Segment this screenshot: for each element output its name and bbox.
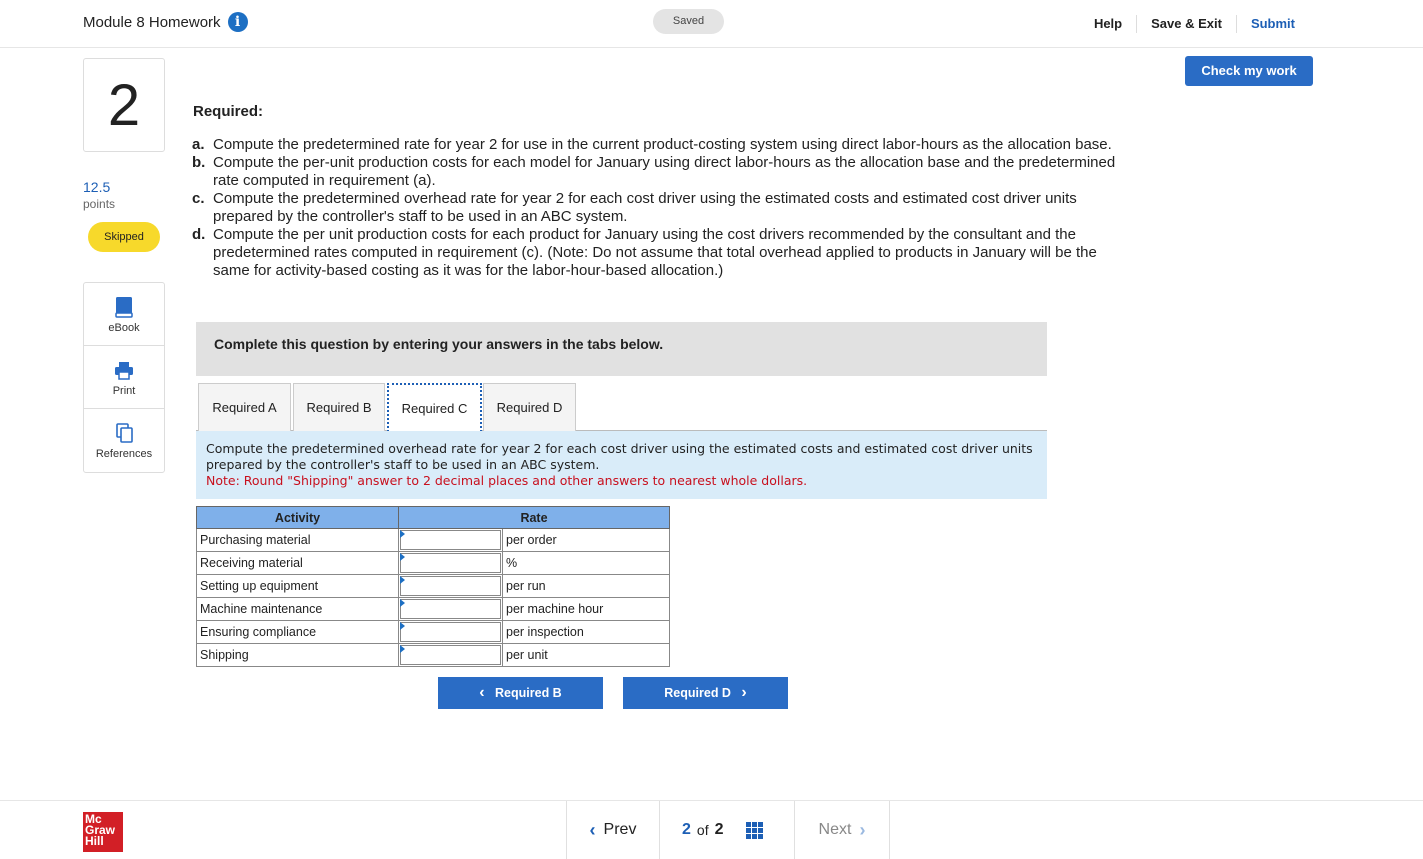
documents-icon <box>114 422 134 444</box>
activity-cell: Shipping <box>197 644 399 667</box>
complete-question-banner: Complete this question by entering your answers in the tabs below. <box>196 322 1047 376</box>
instructions-box <box>196 431 1047 499</box>
top-header <box>0 0 1423 48</box>
cell-marker-icon <box>400 599 405 607</box>
rate-input-cell <box>399 529 503 552</box>
logo-line: Mc <box>85 812 102 826</box>
rate-input[interactable] <box>400 645 501 665</box>
cell-marker-icon <box>400 553 405 561</box>
column-header-rate: Rate <box>399 507 670 529</box>
activity-cell: Setting up equipment <box>197 575 399 598</box>
activity-cell: Purchasing material <box>197 529 399 552</box>
saved-status-badge: Saved <box>653 9 724 34</box>
table-row <box>197 621 670 644</box>
references-button[interactable] <box>84 409 164 472</box>
next-tab-label: Required D <box>664 686 731 700</box>
print-button[interactable] <box>84 346 164 409</box>
requirement-tabs <box>196 382 1047 431</box>
of-label: of <box>696 822 709 838</box>
requirement-letter: c. <box>192 190 205 207</box>
column-header-activity: Activity <box>197 507 399 529</box>
save-exit-link[interactable]: Save & Exit <box>1136 15 1236 33</box>
requirement-item <box>192 154 1137 190</box>
logo-line: Hill <box>85 834 104 848</box>
table-row <box>197 529 670 552</box>
tab-required-d[interactable]: Required D <box>483 383 576 431</box>
current-page-number: 2 <box>682 821 691 838</box>
table-row <box>197 644 670 667</box>
next-question-button[interactable] <box>794 801 890 859</box>
tab-required-a[interactable]: Required A <box>198 383 291 431</box>
print-label: Print <box>112 385 136 397</box>
next-tab-button[interactable] <box>623 677 788 709</box>
next-label: Next <box>818 821 852 838</box>
points-value: 12.5 <box>83 179 111 195</box>
references-label: References <box>95 448 153 460</box>
previous-tab-button[interactable] <box>438 677 603 709</box>
prev-question-button[interactable] <box>566 801 659 859</box>
tab-required-c[interactable]: Required C <box>387 383 482 432</box>
chevron-left-icon: ‹ <box>589 819 596 840</box>
book-icon <box>114 296 134 318</box>
points-label: points <box>83 197 116 211</box>
unit-cell: per machine hour <box>503 598 670 621</box>
table-row <box>197 552 670 575</box>
required-heading: Required: <box>193 103 264 120</box>
table-row <box>197 598 670 621</box>
unit-cell: per unit <box>503 644 670 667</box>
assignment-title-area <box>83 12 248 32</box>
unit-cell: % <box>503 552 670 575</box>
requirement-text: Compute the predetermined overhead rate for year 2 for each cost driver using the estimated costs and estimated cost driver units prepared by the controller's staff to be used in an ABC system. <box>213 190 1077 225</box>
rate-input[interactable] <box>400 553 501 573</box>
activity-cell: Receiving material <box>197 552 399 575</box>
unit-cell: per order <box>503 529 670 552</box>
rate-input[interactable] <box>400 599 501 619</box>
logo-line: Graw <box>85 823 116 837</box>
rate-input[interactable] <box>400 622 501 642</box>
total-pages-number: 2 <box>714 821 724 838</box>
requirement-text: Compute the per unit production costs for each product for January using the cost drivers recommended by the consultant and the predetermined rates computed in requirement (c). (Note: Do not assume that total overhead applied to products in January will be the same for activity-based costing as it was for the labor-hour-based allocation.) <box>213 226 1097 279</box>
activity-cell: Machine maintenance <box>197 598 399 621</box>
rate-input-cell <box>399 552 503 575</box>
requirements-list <box>192 136 1137 280</box>
tools-panel <box>83 282 165 473</box>
previous-tab-label: Required B <box>495 686 562 700</box>
submit-link[interactable]: Submit <box>1236 15 1309 33</box>
prev-label: Prev <box>603 821 637 838</box>
cell-marker-icon <box>400 576 405 584</box>
rate-input-cell <box>399 575 503 598</box>
info-icon[interactable]: i <box>228 12 248 32</box>
unit-cell: per inspection <box>503 621 670 644</box>
rate-input[interactable] <box>400 530 501 550</box>
page-indicator[interactable] <box>659 801 794 859</box>
rate-input-cell <box>399 621 503 644</box>
table-row <box>197 575 670 598</box>
ebook-button[interactable] <box>84 283 164 346</box>
chevron-left-icon: ‹ <box>479 684 485 701</box>
instructions-text: Compute the predetermined overhead rate for year 2 for each cost driver using the estimated costs and estimated cost driver units prepared by the controller's staff to be used in an ABC system. <box>206 441 1033 472</box>
requirement-text: Compute the predetermined rate for year 2 for use in the current product-costing system using direct labor-hours as the allocation base. <box>213 136 1112 153</box>
activity-cell: Ensuring compliance <box>197 621 399 644</box>
ebook-label: eBook <box>108 322 140 334</box>
rate-input-cell <box>399 598 503 621</box>
check-my-work-button[interactable]: Check my work <box>1185 56 1313 86</box>
rounding-note: Note: Round "Shipping" answer to 2 decimal places and other answers to nearest whole dollars. <box>206 473 808 488</box>
unit-cell: per run <box>503 575 670 598</box>
question-pager <box>566 801 890 859</box>
overhead-rate-table <box>196 506 670 667</box>
requirement-item <box>192 190 1137 226</box>
help-link[interactable]: Help <box>1093 16 1123 31</box>
rate-input[interactable] <box>400 576 501 596</box>
footer-bar <box>0 800 1423 859</box>
requirement-item <box>192 136 1137 154</box>
requirement-letter: a. <box>192 136 205 153</box>
chevron-right-icon: › <box>859 819 866 840</box>
question-number: 2 <box>83 58 165 152</box>
cell-marker-icon <box>400 622 405 630</box>
skipped-status-badge: Skipped <box>88 222 160 252</box>
cell-marker-icon <box>400 530 405 538</box>
printer-icon <box>114 359 134 381</box>
requirement-letter: b. <box>192 154 206 171</box>
requirement-item <box>192 226 1137 280</box>
requirement-letter: d. <box>192 226 206 243</box>
grid-view-icon[interactable] <box>746 822 763 839</box>
header-links <box>1080 15 1309 33</box>
tab-required-b[interactable]: Required B <box>293 383 385 431</box>
assignment-title: Module 8 Homework <box>83 13 221 31</box>
rate-input-cell <box>399 644 503 667</box>
cell-marker-icon <box>400 645 405 653</box>
mcgraw-hill-logo <box>83 812 123 852</box>
requirement-text: Compute the per-unit production costs for each model for January using direct labor-hours as the allocation base and the predetermined rate computed in requirement (a). <box>213 154 1116 189</box>
chevron-right-icon: › <box>741 684 747 701</box>
